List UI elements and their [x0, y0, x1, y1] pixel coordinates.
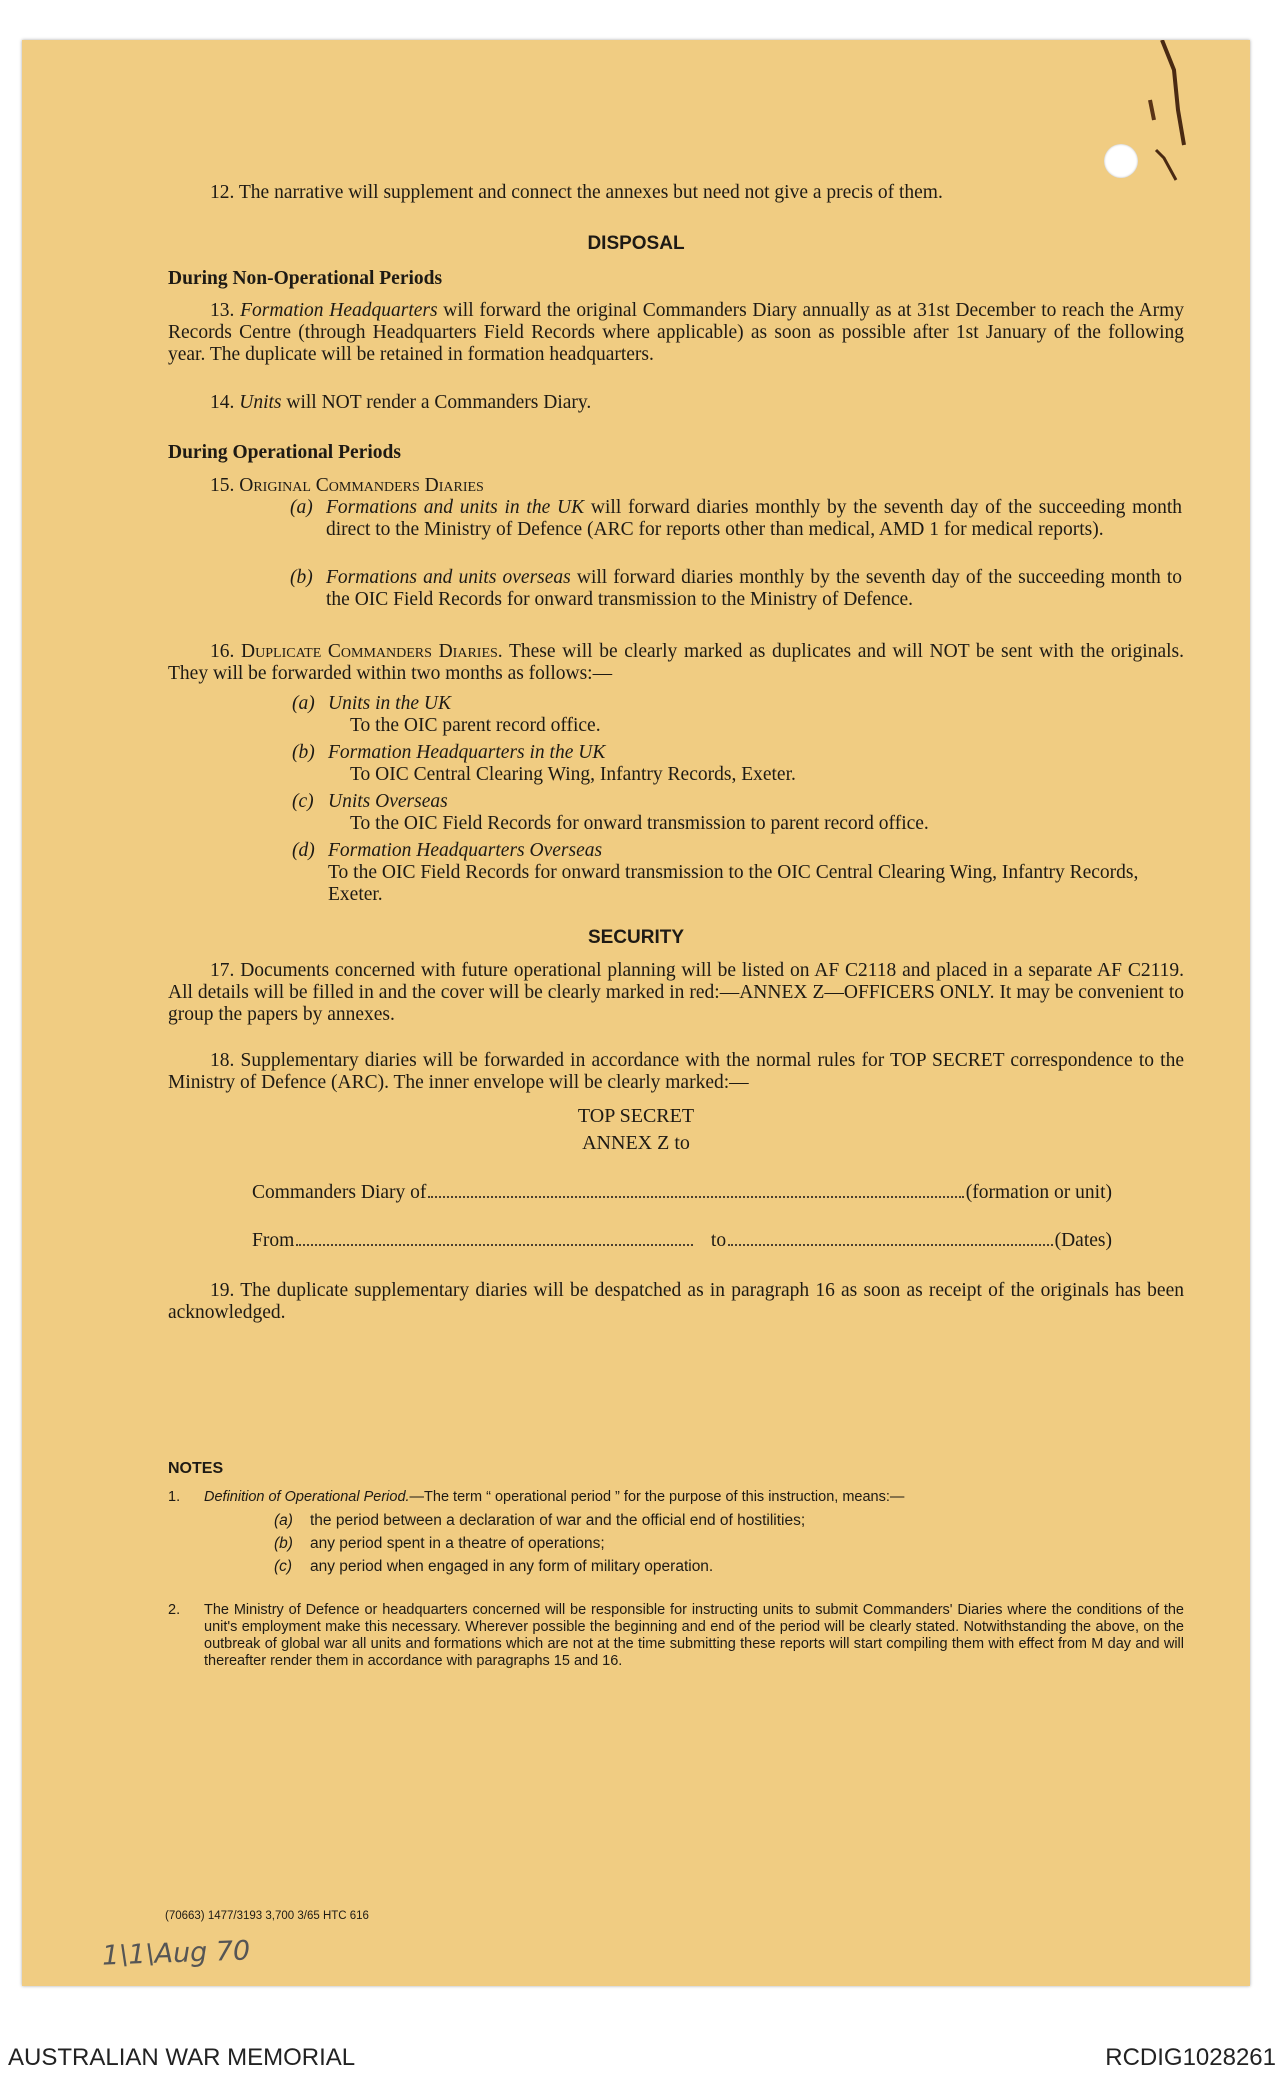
- paragraph-16: 16. Duplicate Commanders Diaries. These will be clearly marked as duplicates and will NOT be sent with the originals. They will be forwarded within two months as follows:—: [168, 641, 1185, 684]
- print-code: (70663) 1477/3193 3,700 3/65 HTC 616: [165, 1910, 369, 1922]
- security-heading: SECURITY: [587, 927, 685, 948]
- paragraph-17: 17. Documents concerned with future operational planning will be listed on AF C2118 and placed in a separate AF C2119. All details will be filled in and the cover will be clearly marked in red:—ANNEX Z—OFFICERS ONLY. It may be convenient to group the papers by annexes.: [168, 960, 1184, 1025]
- note-1c: (c) any period when engaged in any form of military operation.: [274, 1558, 714, 1575]
- paragraph-14: 14. Units will NOT render a Commanders Diary.: [210, 392, 592, 413]
- diary-of-blank: [428, 1182, 963, 1198]
- handwritten-date-note: 1\1\Aug 70: [101, 1935, 251, 1972]
- paragraph-16a: (a) Units in the UK To the OIC parent record office.: [292, 693, 601, 736]
- note-1b: (b) any period spent in a theatre of operations;: [274, 1535, 605, 1552]
- paragraph-13: 13. Formation Headquarters will forward the original Commanders Diary annually as at 31st December to reach the Army Records Centre (through Headquarters Field Records where applicable) as soon as possible after 1st January of the following year. The duplicate will be retained in formation headquarters.: [168, 300, 1184, 365]
- diary-of-form-line: Commanders Diary of (formation or unit): [252, 1182, 1112, 1203]
- paragraph-15a: (a) Formations and units in the UK will forward diaries monthly by the seventh day of the succeeding month direct to the Ministry of Defence (ARC for reports other than medical, AMD 1 for medical reports).: [290, 497, 1182, 540]
- note-2: 2. The Ministry of Defence or headquarters concerned will be responsible for instructing units to submit Commanders' Diaries where the conditions of the unit's employment make this necessary. Wherever possible the beginning and end of the period will be clearly stated. Notwithstanding the above, on the outbreak of global war all units and formations which are not at the time submitting these reports will start compiling them with effect from M day and will thereafter render them in accordance with paragraphs 15 and 16.: [168, 1602, 1184, 1669]
- disposal-heading: DISPOSAL: [587, 233, 685, 254]
- non-operational-subheading: During Non-Operational Periods: [168, 268, 443, 289]
- document-page: [22, 40, 1250, 1986]
- note-1: 1. Definition of Operational Period.—The term “ operational period ” for the purpose of this instruction, means:—: [168, 1489, 905, 1505]
- paragraph-16d: (d) Formation Headquarters Overseas To the OIC Field Records for onward transmission to the OIC Central Clearing Wing, Infantry Records, Exeter.: [292, 840, 1139, 905]
- footer-archive-name: AUSTRALIAN WAR MEMORIAL: [8, 2044, 356, 2071]
- dates-form-line: From to (Dates): [252, 1230, 1112, 1251]
- paragraph-18: 18. Supplementary diaries will be forwarded in accordance with the normal rules for TOP SECRET correspondence to the Ministry of Defence (ARC). The inner envelope will be clearly marked:—: [168, 1050, 1184, 1093]
- from-date-blank: [296, 1230, 693, 1246]
- staple-mark-icon: [1112, 40, 1192, 200]
- top-secret-marking: TOP SECRET: [577, 1105, 695, 1127]
- paragraph-15-title: 15. Original Commanders Diaries: [210, 475, 484, 496]
- footer-record-id: RCDIG1028261: [1105, 2044, 1276, 2071]
- note-1a: (a) the period between a declaration of war and the official end of hostilities;: [274, 1512, 806, 1529]
- paragraph-15b: (b) Formations and units overseas will forward diaries monthly by the seventh day of the succeeding month to the OIC Field Records for onward transmission to the Ministry of Defence.: [290, 567, 1182, 610]
- operational-subheading: During Operational Periods: [168, 442, 401, 463]
- paragraph-16b: (b) Formation Headquarters in the UK To OIC Central Clearing Wing, Infantry Records, Exeter.: [292, 742, 796, 785]
- annex-z-marking: ANNEX Z to: [582, 1132, 690, 1154]
- paragraph-19: 19. The duplicate supplementary diaries will be despatched as in paragraph 16 as soon as receipt of the originals has been acknowledged.: [168, 1280, 1184, 1323]
- notes-heading: NOTES: [168, 1460, 224, 1477]
- paragraph-12: 12. The narrative will supplement and connect the annexes but need not give a precis of them.: [210, 182, 943, 203]
- paragraph-16c: (c) Units Overseas To the OIC Field Records for onward transmission to parent record office.: [292, 791, 929, 834]
- to-date-blank: [728, 1230, 1053, 1246]
